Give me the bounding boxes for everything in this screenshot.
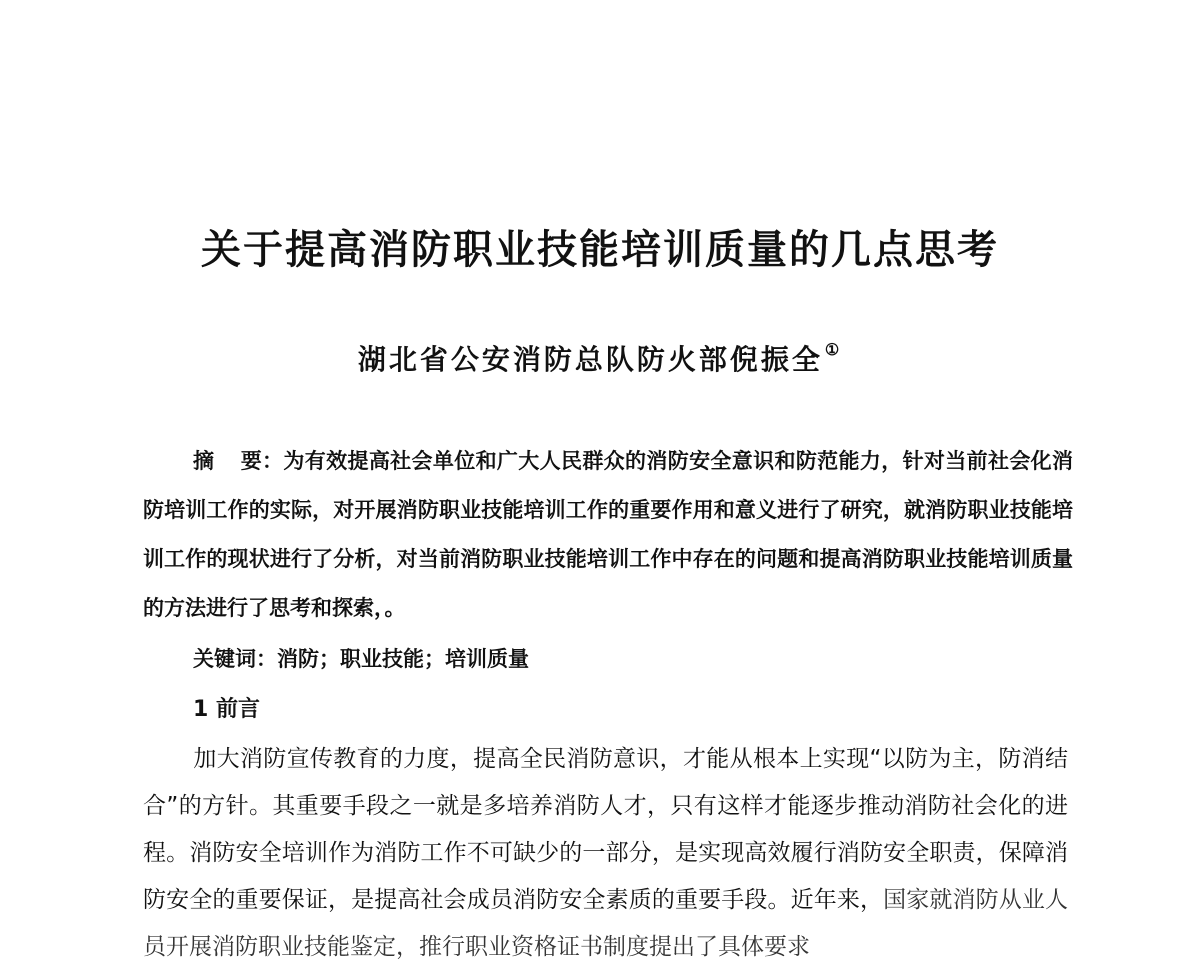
section-heading: 1 前言: [193, 697, 260, 722]
paragraph-cut-line: 国家就消防从业人员开展消防职业技能鉴定，推行职业资格证书制度提出了具体要求: [143, 887, 1069, 960]
keywords-text: 消防；职业技能；培训质量: [277, 646, 529, 671]
paragraph-text: 加大消防宣传教育的力度，提高全民消防意识，才能从根本上实现“以防为主，防消结合”的方针。其重要手段之一就是多培养消防人才，只有这样才能逐步推动消防社会化的进程。消防安全培训作为消防工作不可缺少的一部分，是实现高效履行消防安全职责，保障消防安全的重要保证，是提高社会成员消防安全素质的重要手段。近年来，: [143, 746, 1068, 913]
author-name: 湖北省公安消防总队防火部倪振全: [357, 343, 823, 376]
author-footnote-mark: ①: [824, 340, 843, 359]
keywords: [193, 643, 529, 673]
section-paragraph: [143, 736, 1068, 971]
abstract-label-second: 要：: [240, 448, 284, 473]
abstract: [143, 436, 1073, 632]
abstract-label-first: 摘: [193, 448, 215, 473]
abstract-label: [193, 448, 283, 473]
abstract-text: 为有效提高社会单位和广大人民群众的消防安全意识和防范能力，针对当前社会化消防培训工作的实际，对开展消防职业技能培训工作的重要作用和意义进行了研究，就消防职业技能培训工作的现状进行了分析，对当前消防职业技能培训工作中存在的问题和提高消防职业技能培训质量的方法进行了思考和探索，。: [143, 448, 1074, 620]
document-title: 关于提高消防职业技能培训质量的几点思考: [201, 227, 999, 273]
author-line: [0, 338, 1200, 378]
keywords-label: 关键词：: [193, 647, 277, 671]
